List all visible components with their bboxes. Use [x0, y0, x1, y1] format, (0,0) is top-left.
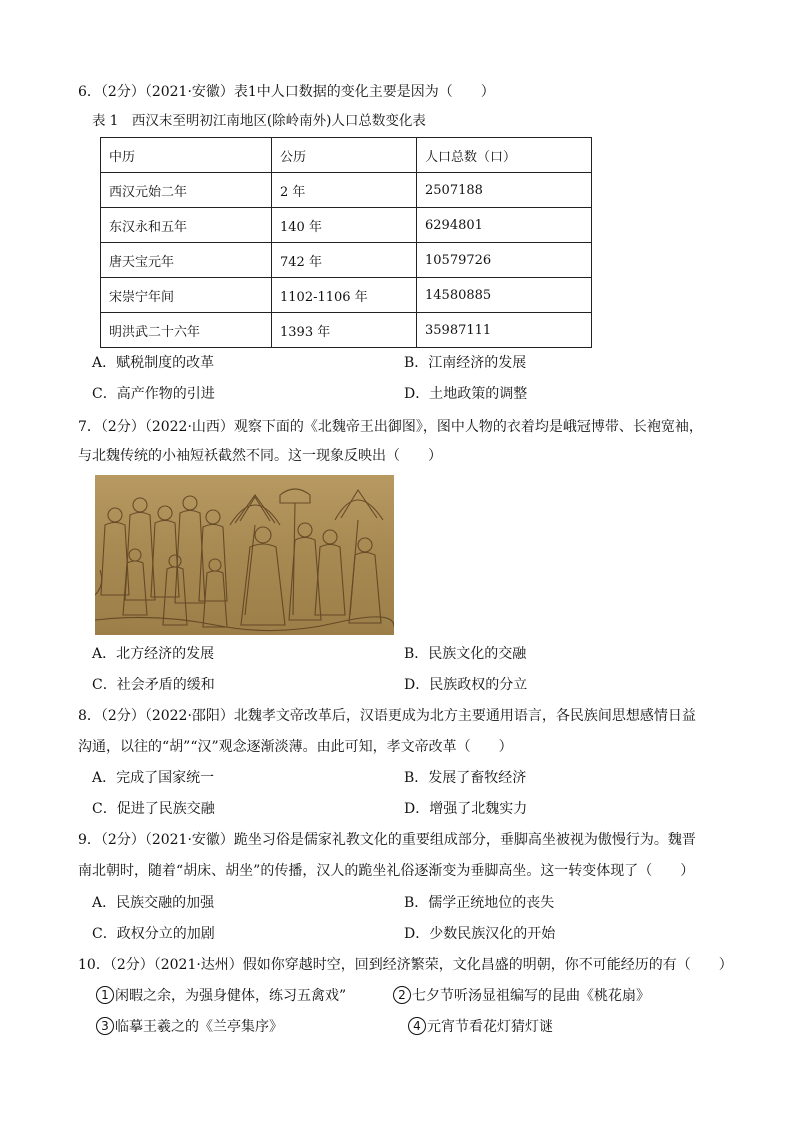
q8-option-a[interactable]: A．完成了国家统一 — [92, 770, 215, 786]
table-header-cell: 公历 — [272, 138, 417, 173]
table-cell: 2 年 — [272, 173, 417, 208]
table-cell: 140 年 — [272, 208, 417, 243]
circled-number: 2 — [393, 986, 411, 1004]
q7-option-b[interactable]: B．民族文化的交融 — [404, 646, 527, 662]
q9-stem-line1: 9．（2分）（2021·安徽）跪坐习俗是儒家礼教文化的重要组成部分，垂脚高坐被视为傲慢行为。魏晋 — [78, 832, 696, 848]
q8-stem-line1: 8．（2分）（2022·邵阳）北魏孝文帝改革后，汉语更成为北方主要通用语言，各民族间思想感情日益 — [78, 708, 696, 724]
q7-option-c[interactable]: C．社会矛盾的缓和 — [92, 677, 215, 693]
q10-stem: 10．（2分）（2021·达州）假如你穿越时空，回到经济繁荣，文化昌盛的明朝，你不可能经历的有（ ） — [78, 957, 733, 973]
table-cell: 10579726 — [417, 243, 592, 278]
table-cell: 2507188 — [417, 173, 592, 208]
q7-stem-line1: 7．（2分）（2022·山西）观察下面的《北魏帝王出御图》，图中人物的衣着均是峨冠博带、长袍宽袖， — [78, 419, 703, 435]
table-cell: 明洪武二十六年 — [101, 313, 272, 348]
q8-option-c[interactable]: C．促进了民族交融 — [92, 801, 215, 817]
circled-number: 4 — [408, 1017, 426, 1035]
q6-option-d[interactable]: D．土地政策的调整 — [404, 386, 528, 402]
q6-option-c[interactable]: C．高产作物的引进 — [92, 386, 215, 402]
table-row — [101, 278, 592, 313]
q9-stem-line2: 南北朝时，随着“胡床、胡坐”的传播，汉人的跪坐礼俗逐渐变为垂脚高坐。这一转变体现了（ ） — [78, 863, 695, 879]
q6-stem: 6．（2分）（2021·安徽）表1中人口数据的变化主要是因为（ ） — [78, 84, 495, 100]
q10-item-text: 闲暇之余，为强身健体，练习五禽戏” — [115, 988, 347, 1004]
table-cell: 宋崇宁年间 — [101, 278, 272, 313]
q9-option-b[interactable]: B．儒学正统地位的丧失 — [404, 895, 555, 911]
q10-item-2 — [393, 986, 650, 1006]
q10-item-1 — [96, 986, 346, 1006]
q10-item-text: 元宵节看花灯猜灯谜 — [427, 1019, 553, 1035]
table-cell: 东汉永和五年 — [101, 208, 272, 243]
circled-number: 3 — [96, 1017, 114, 1035]
q7-option-d[interactable]: D．民族政权的分立 — [404, 677, 528, 693]
q6-option-a[interactable]: A．赋税制度的改革 — [92, 355, 215, 371]
q7-stem-line2: 与北魏传统的小袖短袄截然不同。这一现象反映出（ ） — [78, 448, 442, 464]
table-row — [101, 208, 592, 243]
table-cell: 西汉元始二年 — [101, 173, 272, 208]
q8-option-b[interactable]: B．发展了畜牧经济 — [404, 770, 527, 786]
table-row — [101, 173, 592, 208]
table-cell: 6294801 — [417, 208, 592, 243]
q10-item-4 — [408, 1017, 553, 1037]
table-cell: 14580885 — [417, 278, 592, 313]
beiwei-emperor-procession-image — [95, 475, 394, 635]
q9-option-a[interactable]: A．民族交融的加强 — [92, 895, 215, 911]
population-table — [100, 137, 592, 348]
table-header-cell: 中历 — [101, 138, 272, 173]
q6-option-b[interactable]: B．江南经济的发展 — [404, 355, 527, 371]
q7-option-a[interactable]: A．北方经济的发展 — [92, 646, 215, 662]
q9-option-c[interactable]: C．政权分立的加剧 — [92, 926, 215, 942]
table-header-row — [101, 138, 592, 173]
table-cell: 唐天宝元年 — [101, 243, 272, 278]
table-cell: 742 年 — [272, 243, 417, 278]
q10-item-text: 临摹王羲之的《兰亭集序》 — [115, 1019, 283, 1035]
table-cell: 35987111 — [417, 313, 592, 348]
table-cell: 1102-1106 年 — [272, 278, 417, 313]
q9-option-d[interactable]: D．少数民族汉化的开始 — [404, 926, 556, 942]
q8-stem-line2: 沟通，以往的“胡”“汉”观念逐渐淡薄。由此可知，孝文帝改革（ ） — [78, 739, 513, 755]
circled-number: 1 — [96, 986, 114, 1004]
q10-item-3 — [96, 1017, 283, 1037]
table-row — [101, 313, 592, 348]
q10-item-text: 七夕节听汤显祖编写的昆曲《桃花扇》 — [412, 988, 650, 1004]
table-row — [101, 243, 592, 278]
table-cell: 1393 年 — [272, 313, 417, 348]
q8-option-d[interactable]: D．增强了北魏实力 — [404, 801, 528, 817]
table-header-cell: 人口总数（口） — [417, 138, 592, 173]
q6-table-caption: 表 1 西汉末至明初江南地区(除岭南外)人口总数变化表 — [92, 113, 426, 129]
